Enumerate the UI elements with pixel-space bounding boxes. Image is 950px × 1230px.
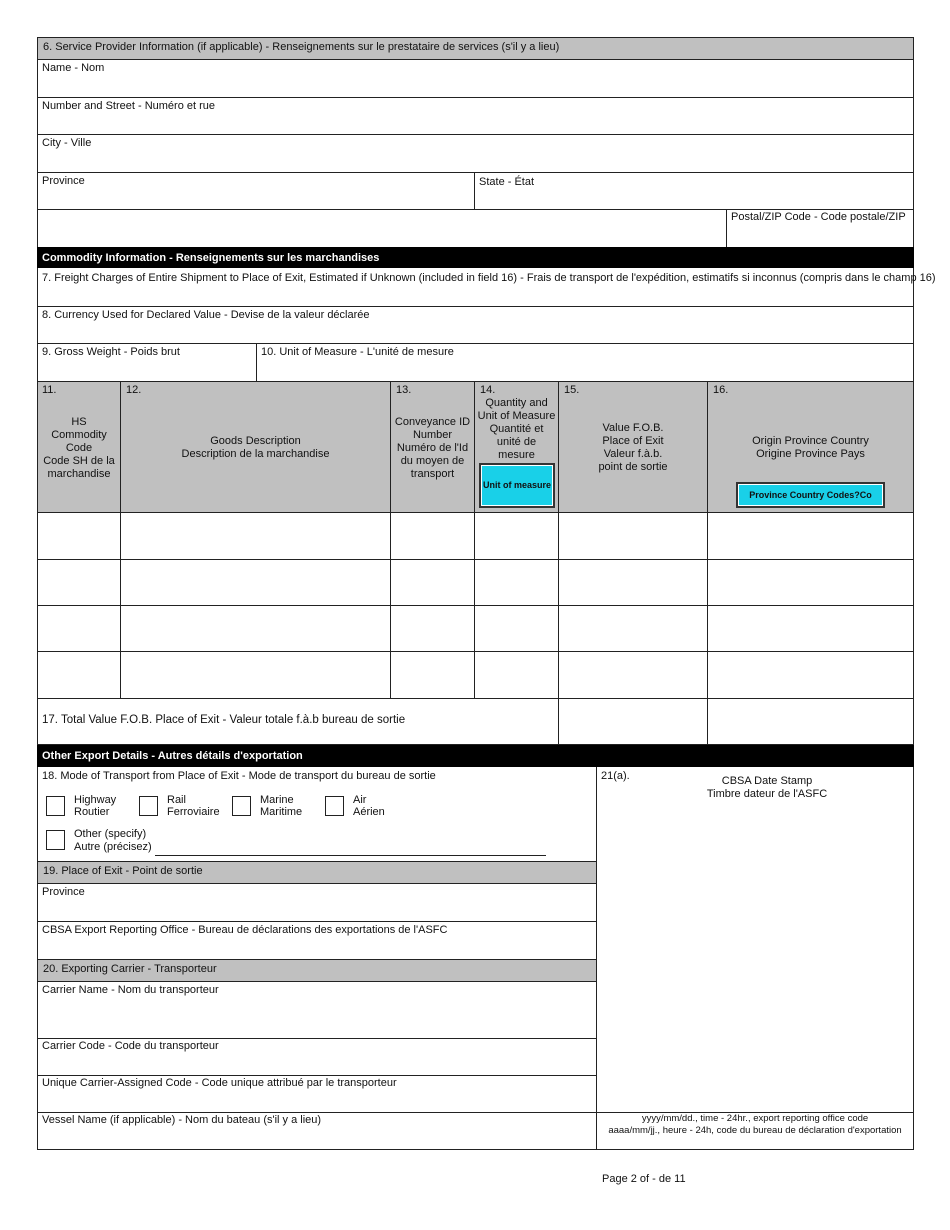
stamp-number: 21(a). xyxy=(601,770,630,782)
air-label-2: Aérien xyxy=(353,806,385,818)
stamp-heading xyxy=(657,775,877,801)
other-specify-input[interactable] xyxy=(155,840,546,856)
carrier-name-field[interactable] xyxy=(38,982,596,1038)
col15-line: Valeur f.à.b. xyxy=(603,448,663,460)
col12-line: Goods Description xyxy=(210,435,301,447)
col14-line: Quantity and xyxy=(485,397,548,409)
table-row[interactable] xyxy=(38,513,913,559)
vessel-name-field[interactable] xyxy=(38,1113,596,1149)
col16-line: Origine Province Pays xyxy=(756,448,865,460)
marine-checkbox[interactable] xyxy=(232,796,251,816)
stamp-line-1: CBSA Date Stamp xyxy=(721,775,813,787)
province-country-codes-button[interactable] xyxy=(736,482,885,508)
currency-label: 8. Currency Used for Declared Value - Devise de la valeur déclarée xyxy=(42,309,370,321)
col13-heading xyxy=(391,416,474,481)
provider-state-label: State - État xyxy=(479,176,535,188)
unique-code-field[interactable] xyxy=(38,1076,596,1112)
freight-charges-label: 7. Freight Charges of Entire Shipment to Place of Exit, Estimated if Unknown (included in field 16) - Frais de transport de l'expédition, estimatifs si inconnus (compris dans le champ 16) xyxy=(42,272,936,284)
provider-province-label: Province xyxy=(42,175,85,187)
currency-field[interactable] xyxy=(38,307,913,344)
provider-postal-field[interactable] xyxy=(727,210,913,247)
highway-label-1: Highway xyxy=(74,794,117,806)
col15-line: Value F.O.B. xyxy=(602,422,664,434)
cbsa-office-label: CBSA Export Reporting Office - Bureau de déclarations des exportations de l'ASFC xyxy=(42,924,448,936)
col13-line: Numéro de l'Id xyxy=(396,442,469,454)
place-exit-header-text: 19. Place of Exit - Point de sortie xyxy=(43,865,203,877)
provider-unlabeled-field[interactable] xyxy=(38,210,726,247)
col11-line: Commodity xyxy=(51,429,107,441)
carrier-header-text: 20. Exporting Carrier - Transporteur xyxy=(43,963,217,975)
col14-number: 14. xyxy=(480,384,496,396)
other-checkbox[interactable] xyxy=(46,830,65,850)
col11-line: Code SH de la xyxy=(43,455,115,467)
col11-line: HS xyxy=(71,416,87,428)
col12-number: 12. xyxy=(126,384,142,396)
provider-name-field[interactable] xyxy=(38,60,913,97)
col13-line: Number xyxy=(412,429,453,441)
col11-heading xyxy=(38,416,120,481)
gross-weight-field[interactable] xyxy=(38,344,256,381)
highway-checkbox[interactable] xyxy=(46,796,65,816)
province-country-codes-button-label: Province Country Codes?Co xyxy=(749,490,872,500)
col13-line: Conveyance ID xyxy=(394,416,471,428)
provider-city-label: City - Ville xyxy=(42,137,92,149)
freight-charges-field[interactable] xyxy=(38,268,936,306)
unit-measure-label: 10. Unit of Measure - L'unité de mesure xyxy=(261,346,454,358)
unit-measure-field[interactable] xyxy=(257,344,913,381)
provider-name-label: Name - Nom xyxy=(42,62,105,74)
col14-line: Quantité et xyxy=(489,423,544,435)
provider-street-label: Number and Street - Numéro et rue xyxy=(42,100,216,112)
rail-label-2: Ferroviaire xyxy=(167,806,220,818)
col16-number: 16. xyxy=(713,384,729,396)
carrier-header xyxy=(38,960,596,981)
other-label-1: Other (specify) xyxy=(74,828,147,840)
cbsa-office-field[interactable] xyxy=(38,922,596,959)
exit-province-label: Province xyxy=(42,886,85,898)
carrier-code-field[interactable] xyxy=(38,1039,596,1075)
col15-line: Place of Exit xyxy=(602,435,664,447)
col16-heading xyxy=(708,435,913,461)
unique-code-label: Unique Carrier-Assigned Code - Code unique attribué par le transporteur xyxy=(42,1077,397,1089)
unit-of-measure-button[interactable] xyxy=(479,463,555,508)
commodity-header xyxy=(37,247,914,268)
col11-number: 11. xyxy=(42,384,57,396)
col15-heading xyxy=(559,422,707,474)
provider-postal-label: Postal/ZIP Code - Code postale/ZIP xyxy=(731,211,906,223)
carrier-name-label: Carrier Name - Nom du transporteur xyxy=(42,984,219,996)
service-provider-header-text: 6. Service Provider Information (if applicable) - Renseignements sur le prestataire de services (s'il y a lieu) xyxy=(43,41,560,53)
stamp-line-2: Timbre dateur de l'ASFC xyxy=(706,788,828,800)
stamp-format-line-1: yyyy/mm/dd., time - 24hr., export reporting office code xyxy=(641,1113,869,1124)
col13-line: du moyen de xyxy=(400,455,465,467)
col16-line: Origin Province Country xyxy=(752,435,869,447)
rail-label-1: Rail xyxy=(167,794,186,806)
unit-of-measure-button-label: Unit of measure xyxy=(482,480,551,490)
provider-state-field[interactable] xyxy=(475,173,913,209)
service-provider-header xyxy=(38,38,913,59)
provider-city-field[interactable] xyxy=(38,135,913,172)
provider-street-field[interactable] xyxy=(38,98,913,135)
mode-transport-label: 18. Mode of Transport from Place of Exit - Mode de transport du bureau de sortie xyxy=(42,770,436,782)
col11-line: marchandise xyxy=(47,468,111,480)
col11-line: Code xyxy=(65,442,93,454)
air-label-1: Air xyxy=(353,794,367,806)
commodity-header-text: Commodity Information - Renseignements sur les marchandises xyxy=(42,252,380,264)
provider-province-field[interactable] xyxy=(38,173,474,209)
col14-heading xyxy=(475,397,558,462)
page-number: Page 2 of - de 11 xyxy=(602,1173,686,1185)
table-row[interactable] xyxy=(38,606,913,651)
col12-line: Description de la marchandise xyxy=(181,448,330,460)
rail-checkbox[interactable] xyxy=(139,796,158,816)
export-header xyxy=(37,745,914,767)
table-row[interactable] xyxy=(38,560,913,605)
col14-line: unité de xyxy=(496,436,537,448)
col15-number: 15. xyxy=(564,384,580,396)
stamp-format-line-2: aaaa/mm/jj., heure - 24h, code du bureau de déclaration d'exportation xyxy=(608,1125,902,1136)
total-value-label-cell xyxy=(38,699,558,745)
cbsa-date-stamp-area xyxy=(597,768,913,1112)
col15-line: point de sortie xyxy=(598,461,668,473)
col12-heading xyxy=(121,435,390,461)
table-row[interactable] xyxy=(38,652,913,698)
total-value-field[interactable] xyxy=(559,699,707,745)
marine-label-1: Marine xyxy=(260,794,294,806)
carrier-code-label: Carrier Code - Code du transporteur xyxy=(42,1040,219,1052)
gross-weight-label: 9. Gross Weight - Poids brut xyxy=(42,346,180,358)
exit-province-field[interactable] xyxy=(38,884,596,921)
other-label-2: Autre (précisez) xyxy=(74,841,152,853)
marine-label-2: Maritime xyxy=(260,806,303,818)
total-value-label: 17. Total Value F.O.B. Place of Exit - Valeur totale f.à.b bureau de sortie xyxy=(42,714,406,726)
export-header-text: Other Export Details - Autres détails d'exportation xyxy=(42,750,303,762)
air-checkbox[interactable] xyxy=(325,796,344,816)
col13-line: transport xyxy=(410,468,455,480)
col14-line: Unit of Measure xyxy=(477,410,556,422)
highway-label-2: Routier xyxy=(74,806,110,818)
vessel-name-label: Vessel Name (if applicable) - Nom du bateau (s'il y a lieu) xyxy=(42,1114,322,1126)
col14-line: mesure xyxy=(498,449,535,461)
stamp-format xyxy=(597,1113,913,1137)
place-exit-header xyxy=(38,862,596,883)
col13-number: 13. xyxy=(396,384,412,396)
